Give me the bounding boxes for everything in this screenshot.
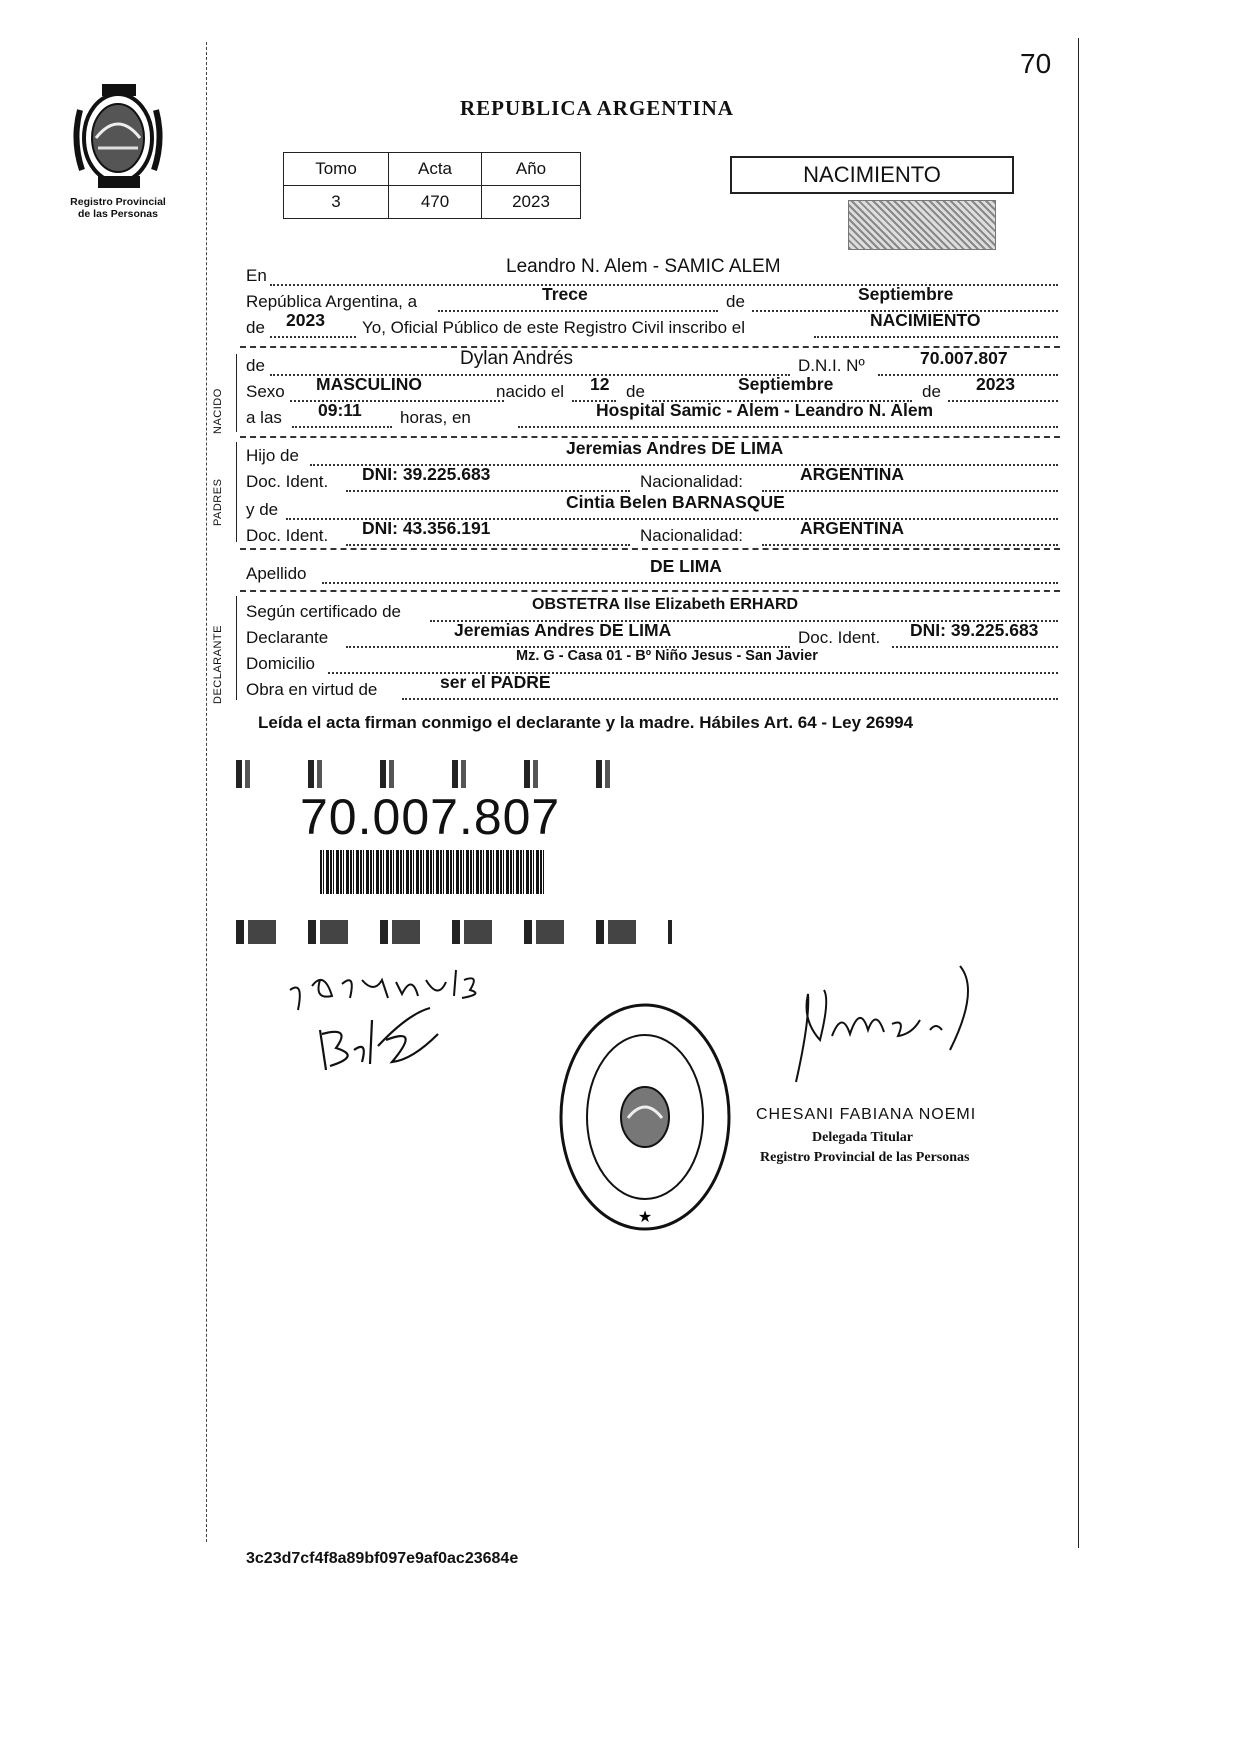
label-segun: Según certificado de [246, 602, 401, 621]
official-title: Delegada Titular [812, 1130, 913, 1145]
value-sexo: MASCULINO [316, 374, 422, 394]
value-mes: Septiembre [858, 284, 954, 304]
value-lugar: Leandro N. Alem - SAMIC ALEM [506, 256, 781, 277]
value-tipo: NACIMIENTO [870, 310, 981, 330]
value-anio: 2023 [286, 310, 325, 330]
line-apellido [246, 556, 1058, 586]
label-republica: República Argentina, a [246, 292, 418, 311]
padres-bracket [236, 442, 237, 542]
value-domicilio: Mz. G - Casa 01 - Bº Niño Jesus - San Javier [516, 648, 818, 664]
register-header-acta: Acta [389, 153, 482, 186]
line-obra [246, 672, 1058, 702]
value-madre-nac: ARGENTINA [800, 518, 905, 538]
register-header-row [284, 153, 581, 186]
left-margin-line [206, 42, 207, 1542]
side-label-declarante: DECLARANTE [212, 625, 224, 704]
label-doc-declarante: Doc. Ident. [798, 628, 881, 647]
register-tomo: 3 [284, 186, 389, 219]
value-nombre: Dylan Andrés [460, 348, 574, 369]
label-en: En [246, 266, 267, 285]
line-declarante [246, 620, 1058, 650]
document-title: REPUBLICA ARGENTINA [460, 96, 734, 120]
side-label-nacido: NACIDO [212, 388, 224, 434]
value-dia-nac: 12 [590, 374, 610, 394]
label-apellido: Apellido [246, 564, 307, 583]
province-emblem-logo [68, 80, 168, 192]
barcode [320, 850, 544, 894]
nacido-bracket [236, 354, 237, 432]
line-domicilio [246, 650, 1058, 676]
value-dni: 70.007.807 [920, 348, 1008, 368]
register-anio: 2023 [482, 186, 581, 219]
side-label-padres: PADRES [212, 478, 224, 526]
value-declarante: Jeremias Andres DE LIMA [454, 620, 672, 640]
stamp-mark [848, 200, 996, 250]
label-domicilio: Domicilio [246, 654, 315, 673]
label-doc-padre: Doc. Ident. [246, 472, 329, 491]
official-name: CHESANI FABIANA NOEMI [756, 1106, 977, 1123]
value-padre-doc: DNI: 39.225.683 [362, 464, 491, 484]
separator-3 [240, 548, 1060, 550]
label-hijo-de: Hijo de [246, 446, 299, 465]
value-declarante-doc: DNI: 39.225.683 [910, 620, 1039, 640]
register-header-tomo: Tomo [284, 153, 389, 186]
svg-text:★: ★ [637, 1207, 653, 1226]
seal-text [556, 1000, 734, 1234]
value-dia: Trece [542, 284, 588, 304]
label-nacido-el: nacido el [496, 382, 565, 401]
official-office: Registro Provincial de las Personas [760, 1150, 970, 1165]
registry-line1: Registro Provincial [70, 196, 166, 208]
value-anio-nac: 2023 [976, 374, 1015, 394]
mother-signature [312, 1000, 452, 1080]
line-hora [246, 400, 1058, 430]
document-hash: 3c23d7cf4f8a89bf097e9af0ac23684e [246, 1550, 519, 1567]
label-de-nombre: de [246, 356, 265, 375]
register-value-row [284, 186, 581, 219]
right-margin-line [1078, 38, 1079, 1548]
line-madre-doc [246, 518, 1058, 548]
label-a-las: a las [246, 408, 282, 427]
label-y-de: y de [246, 500, 279, 519]
label-doc-madre: Doc. Ident. [246, 526, 329, 545]
value-obra: ser el PADRE [440, 672, 551, 692]
separator-4 [240, 590, 1060, 592]
label-de-anio: de [246, 318, 265, 337]
label-dni: D.N.I. Nº [798, 356, 865, 375]
value-hora: 09:11 [318, 400, 362, 420]
label-de-anio-nac: de [922, 382, 941, 401]
line-padre-doc [246, 464, 1058, 494]
value-certificado: OBSTETRA Ilse Elizabeth ERHARD [532, 596, 799, 613]
label-declarante: Declarante [246, 628, 329, 647]
register-header-anio: Año [482, 153, 581, 186]
label-sexo: Sexo [246, 382, 285, 401]
label-de-mes-nac: de [626, 382, 645, 401]
declarante-bracket [236, 596, 237, 700]
value-lugar-nac: Hospital Samic - Alem - Leandro N. Alem [596, 400, 934, 420]
value-padre-nac: ARGENTINA [800, 464, 905, 484]
label-obra: Obra en virtud de [246, 680, 378, 699]
stamp-dni-number: 70.007.807 [300, 789, 561, 845]
label-de-mes: de [726, 292, 745, 311]
registry-line2: de las Personas [78, 208, 158, 220]
page-number: 70 [1020, 48, 1052, 79]
value-madre: Cintia Belen BARNASQUE [566, 492, 785, 512]
value-padre: Jeremias Andres DE LIMA [566, 438, 784, 458]
value-mes-nac: Septiembre [738, 374, 834, 394]
register-table [283, 152, 581, 219]
line-anio [246, 310, 1058, 340]
legal-note: Leída el acta firman conmigo el declarante y la madre. Hábiles Art. 64 - Ley 26994 [258, 713, 914, 732]
label-nac-padre: Nacionalidad: [640, 472, 744, 491]
label-nac-madre: Nacionalidad: [640, 526, 744, 545]
stamp-band-bottom [236, 920, 672, 944]
value-madre-doc: DNI: 43.356.191 [362, 518, 491, 538]
value-apellido: DE LIMA [650, 556, 722, 576]
label-horas-en: horas, en [400, 408, 471, 427]
stamp-band-top [236, 760, 666, 788]
registry-caption [48, 196, 188, 220]
register-acta: 470 [389, 186, 482, 219]
act-type-box: NACIMIENTO [730, 156, 1014, 194]
official-signature [780, 960, 1000, 1090]
label-yo: Yo, Oficial Público de este Registro Civil inscribo el [362, 318, 745, 337]
